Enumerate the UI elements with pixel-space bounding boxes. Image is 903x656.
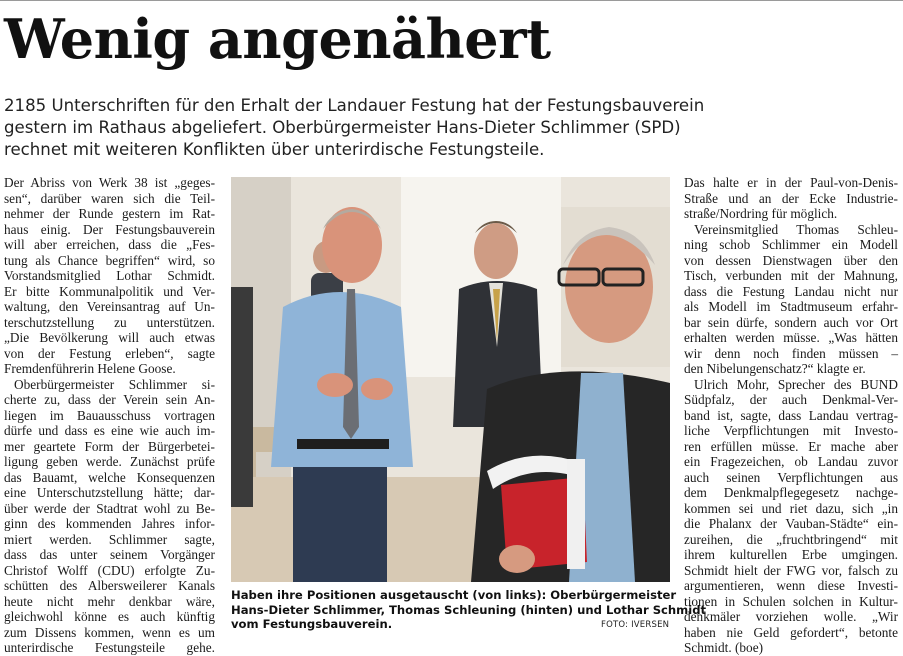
text-line: gleichwohl könne es auch künftig xyxy=(4,609,215,624)
text-line: schütten des Albersweilerer Kanals xyxy=(4,578,215,593)
text-line: von dessen Dienstwagen über den xyxy=(684,252,898,268)
headline: Wenig angenähert xyxy=(4,7,551,71)
text-line: Der Abriss von Werk 38 ist „geges- xyxy=(4,175,215,190)
text-line: zureihen, die „fruchtbringend“ mit xyxy=(684,531,898,547)
text-line: ihrem kulturellen Erbe umgingen. xyxy=(684,547,898,562)
paragraph xyxy=(684,377,898,656)
paragraph xyxy=(684,222,898,377)
text-line: Fremdenführerin Helene Goose. xyxy=(4,361,176,376)
text-line: bar sein dürfe, sondern auch vor Ort xyxy=(684,314,898,330)
text-line: cherte zu, dass der Verein sein An- xyxy=(4,392,215,407)
text-line: Er bitte Kommunalpolitik und Ver- xyxy=(4,283,215,299)
text-line: will aber erreichen, dass die „Fes- xyxy=(4,237,215,252)
text-line: zum Dissens kommen, wenn es um xyxy=(4,624,215,640)
lead-line: gestern im Rathaus abgeliefert. Oberbürgermeister Hans-Dieter Schlimmer (SPD) xyxy=(4,118,681,137)
text-line: wir denn noch finden müssen – xyxy=(684,345,898,361)
text-line: argumentieren, wenn diese Investi- xyxy=(684,578,898,593)
text-line: kommen sei und riet dazu, sich „in xyxy=(684,500,898,516)
text-line: dass die Festung Landau nicht nur xyxy=(684,283,898,299)
text-line: den Nibelungenschatz?“ klagte er. xyxy=(684,361,866,376)
news-photo xyxy=(231,177,670,582)
text-line: Schmidt hielt der FWG vor, falsch zu xyxy=(684,562,898,578)
text-line: haus einig. Der Festungsbauverein xyxy=(4,221,215,237)
text-line: Vorstandsmitglied Lothar Schmidt. xyxy=(4,268,215,283)
article-column-left xyxy=(4,175,215,656)
text-line: Christof Wolff (CDU) erfolgte Zu- xyxy=(4,562,215,578)
text-line: Vereinsmitglied Thomas Schleu- xyxy=(694,221,898,237)
text-line: mer geartete Form der Bürgerbetei- xyxy=(4,438,215,454)
text-line: waltung, den Vereinsantrag auf Un- xyxy=(4,299,215,314)
text-line: liegen im Bauausschuss vortragen xyxy=(4,407,215,423)
text-line: tionen in Schulen solchen in Kultur- xyxy=(684,593,898,609)
text-line: dürfe und dass es eine wie auch im- xyxy=(4,423,215,438)
text-line: ren erfüllen müsse. Er mache aber xyxy=(684,438,898,454)
lead-line: 2185 Unterschriften für den Erhalt der Landauer Festung hat der Festungsbauverein xyxy=(4,96,705,115)
text-line: Schmidt. (boe) xyxy=(684,640,764,655)
text-line: ginn des kommenden Jahres infor- xyxy=(4,516,215,531)
text-line: das Bauamt, welche Konsequenzen xyxy=(4,469,215,485)
text-line: liche Verpflichtungen mit Investo- xyxy=(684,423,898,438)
top-rule xyxy=(0,0,903,1)
text-line: miert werden. Schlimmer sagte, xyxy=(4,531,215,547)
text-line: Ulrich Mohr, Sprecher des BUND xyxy=(694,376,898,392)
photo-credit: FOTO: IVERSEN xyxy=(601,620,670,630)
text-line: als Modell im Stadtmuseum erfahr- xyxy=(684,299,898,314)
text-line: Oberbürgermeister Schlimmer si- xyxy=(14,376,215,392)
text-line: dem Denkmalpflegegesetz nachge- xyxy=(684,485,898,500)
text-line: Südpfalz, der auch Denkmal-Ver- xyxy=(684,392,898,407)
text-line: „Die Bevölkerung will auch etwas xyxy=(4,330,215,345)
article-column-right xyxy=(684,175,898,656)
text-line: nehmer der Runde gestern im Rat- xyxy=(4,206,215,221)
caption-line: vom Festungsbauverein. xyxy=(231,617,393,631)
text-line: Straße und an der Ecke Industrie- xyxy=(684,190,898,206)
text-line: ning schob Schlimmer ein Modell xyxy=(684,237,898,252)
caption-line: Haben ihre Positionen ausgetauscht (von links): Oberbürgermeister xyxy=(231,588,677,602)
text-line: sen“, darüber waren sich die Teil- xyxy=(4,190,215,206)
lead-line: rechnet mit weiteren Konflikten über unterirdische Festungsteile. xyxy=(4,140,545,159)
text-line: ligung geben werde. Zunächst prüfe xyxy=(4,454,215,469)
photo-illustration xyxy=(231,177,670,582)
lead-paragraph xyxy=(4,95,894,161)
text-line: von der Festung erleben“, sagte xyxy=(4,345,215,361)
text-line: unterirdische Festungsteile gehe. xyxy=(4,640,215,655)
paragraph xyxy=(4,377,215,656)
text-line: die Phalanx der Vauban-Städte“ ein- xyxy=(684,516,898,531)
text-line: heute nicht mehr denkbar wäre, xyxy=(4,593,215,609)
text-line: über werde der Stadtrat wohl zu Be- xyxy=(4,500,215,516)
text-line: eine Unterschutzstellung hätte; dar- xyxy=(4,485,215,500)
text-line: band ist, sagte, dass Landau vertrag- xyxy=(684,407,898,423)
text-line: erhalten werden müsse. „Was hätten xyxy=(684,330,898,345)
text-line: tung als Chance begriffen“ wird, so xyxy=(4,252,215,268)
text-line: denkmäler vorziehen wolle. „Wir xyxy=(684,609,898,624)
text-line: auch seinen Verpflichtungen aus xyxy=(684,469,898,485)
text-line: Das halte er in der Paul-von-Denis- xyxy=(684,175,898,190)
text-line: haben nie Geld gefordert“, betonte xyxy=(684,624,898,640)
paragraph xyxy=(4,175,215,377)
text-line: ein Fragezeichen, ob Landau zuvor xyxy=(684,454,898,469)
text-line: terschutzstellung zu unterstützen. xyxy=(4,314,215,330)
caption-line: Hans-Dieter Schlimmer, Thomas Schleuning (hinten) und Lothar Schmidt xyxy=(231,602,707,617)
text-line: dass das unter seinem Vorgänger xyxy=(4,547,215,562)
paragraph xyxy=(684,175,898,222)
text-line: Tisch, verbunden mit der Mahnung, xyxy=(684,268,898,283)
text-line: straße/Nordring für möglich. xyxy=(684,206,838,221)
